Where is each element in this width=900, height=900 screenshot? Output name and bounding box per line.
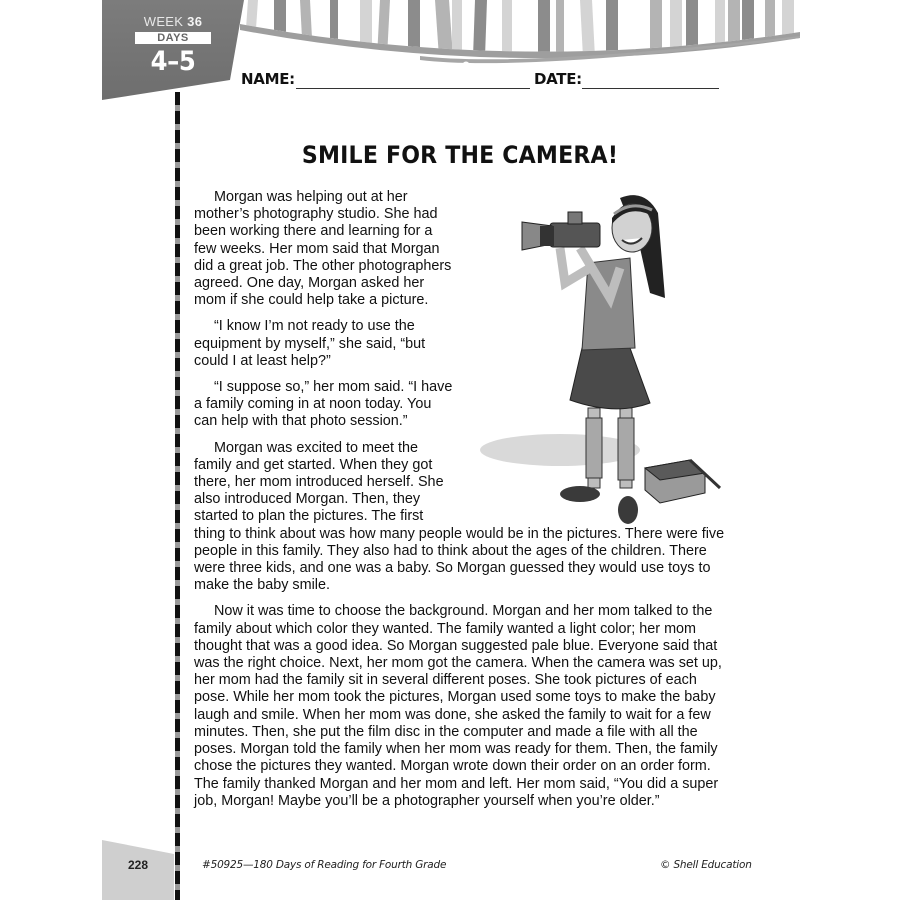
book-title-footer: #50925—180 Days of Reading for Fourth Grade [202, 859, 447, 871]
name-field[interactable] [296, 88, 530, 89]
days-range: 4–5 [150, 46, 196, 77]
story-body [194, 189, 734, 819]
copyright-footer: © Shell Education [660, 859, 752, 871]
story-paragraph: “I suppose so,” her mom said. “I have a family coming in at noon today. You can help with that photo session.” [194, 379, 453, 430]
header-wave-band [240, 20, 800, 70]
story-paragraph-text: Morgan was excited to meet the family and get started. When they got there, her mom introduced herself. She also introduced Morgan. Then, they started to plan the pictures. The first thing to think about was how many people would be in the pictures. There were five people in this family. They also had to think about the ages of the children. There were three kids, and one was a baby. So Morgan guessed they would use toys to make the baby smile. [194, 439, 725, 594]
week-number: 36 [187, 14, 203, 29]
days-label: DAYS [135, 32, 211, 44]
text-wrap-spacer [454, 440, 734, 526]
story-paragraph: Morgan was helping out at her mother’s photography studio. She had been working there and learning for a few weeks. Her mom said that Morgan did a great job. The other photographers agreed. One day, Morgan asked her mom if she could help take a picture. [194, 189, 452, 309]
dashed-margin-line [175, 92, 180, 900]
story-title: SMILE FOR THE CAMERA! [301, 141, 619, 169]
story-paragraph: “I know I’m not ready to use the equipment by myself,” she said, “but could I at least help?” [194, 318, 426, 369]
page-number: 228 [127, 858, 149, 872]
story-paragraph: Now it was time to choose the background. Morgan and her mom talked to the family about which color they wanted. The family wanted a light color; her mom thought that was a good idea. So Morgan suggested pale blue. Everyone said that was the right choice. Next, her mom got the camera. When the camera was set up, her mom had the family sit in several different poses. She took pictures of each pose. While her mom took the pictures, Morgan used some toys to make the baby laugh and smile. When her mom was done, she asked the family to wait for a few minutes. Then, she put the film disc in the computer and made a file with all the poses. Morgan told the family when her mom was ready for them. Then, the family chose the pictures they wanted. Morgan wrote down their order on an order form. The family thanked Morgan and her mom and left. Her mom said, “You did a super job, Morgan! Maybe you’ll be a photographer yourself when you’re older.” [194, 603, 722, 809]
date-label: DATE: [534, 70, 582, 88]
name-label: NAME: [241, 70, 295, 88]
story-paragraph [194, 440, 734, 595]
week-days-tab [102, 0, 244, 104]
date-field[interactable] [582, 88, 719, 89]
week-word: WEEK [143, 14, 184, 29]
week-label [102, 14, 244, 29]
